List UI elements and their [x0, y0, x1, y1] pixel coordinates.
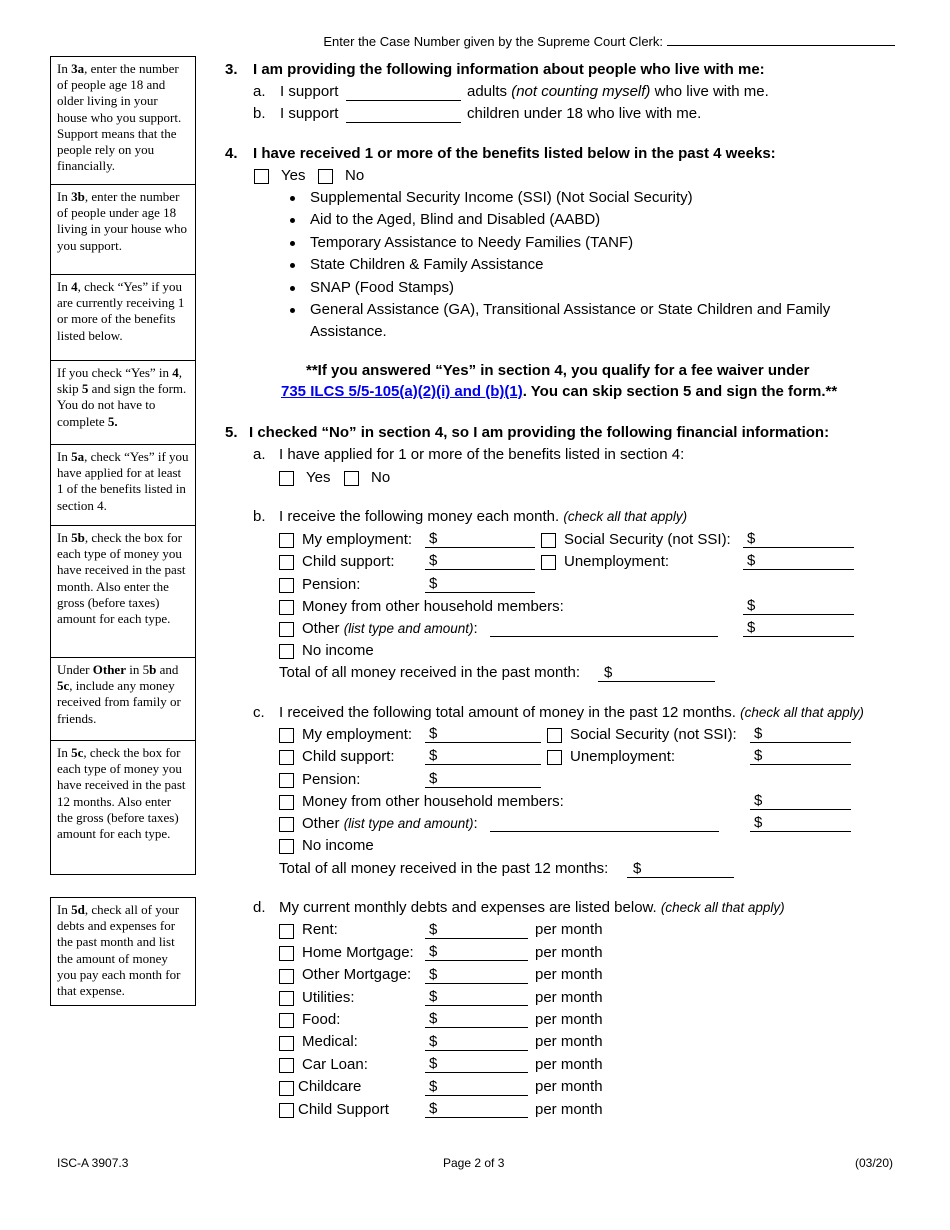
5c-household-label: Money from other household members: — [302, 793, 564, 810]
case-number-field[interactable] — [667, 33, 895, 46]
expense-checkbox[interactable] — [279, 1081, 294, 1096]
5b-total-label: Total of all money received in the past month: — [279, 664, 580, 681]
statute-link[interactable]: 735 ILCS 5/5-105(a)(2)(i) and (b)(1) — [281, 383, 523, 400]
5c-child-support-label: Child support: — [302, 748, 395, 765]
fee-waiver-note-line1: **If you answered “Yes” in section 4, you qualify for a fee waiver under — [306, 362, 810, 379]
section-5d-text: My current monthly debts and expenses are listed below. (check all that apply) — [279, 899, 785, 916]
expense-checkbox[interactable] — [279, 946, 294, 961]
section-3a-text: adults (not counting myself) who live with me. — [467, 83, 769, 100]
section-4-title: I have received 1 or more of the benefits listed below in the past 4 weeks: — [253, 145, 776, 162]
5b-other-label: Other (list type and amount): — [302, 620, 478, 637]
5c-total-label: Total of all money received in the past 12 months: — [279, 860, 609, 877]
5c-social-security-label: Social Security (not SSI): — [570, 726, 737, 743]
5b-pension-label: Pension: — [302, 576, 361, 593]
benefit-item: General Assistance (GA), Transitional Assistance or State Children and Family — [310, 301, 831, 318]
per-month-label: per month — [535, 1101, 603, 1118]
expense-amount[interactable]: $ — [425, 1011, 528, 1028]
per-month-label: per month — [535, 944, 603, 961]
5b-total-amount[interactable]: $ — [598, 665, 715, 682]
5c-no-income-label: No income — [302, 837, 374, 854]
section-4-number: 4. — [225, 145, 238, 162]
instruction-other: Under Other in 5b and 5c, include any money received from family or friends. — [51, 658, 195, 741]
form-date: (03/20) — [855, 1156, 894, 1170]
expense-checkbox[interactable] — [279, 991, 294, 1006]
5c-social-security-checkbox[interactable] — [547, 728, 562, 743]
per-month-label: per month — [535, 921, 603, 938]
instruction-5b: In 5b, check the box for each type of money you have received in the past month. Also enter the gross (before taxes) amount for each type. — [51, 526, 195, 658]
5c-pension-amount[interactable]: $ — [425, 771, 541, 788]
section-4-yes-checkbox[interactable] — [254, 169, 269, 184]
section-5-number: 5. — [225, 424, 238, 441]
5c-other-type-input[interactable] — [490, 815, 719, 832]
per-month-label: per month — [535, 989, 603, 1006]
page-number: Page 2 of 3 — [443, 1156, 505, 1170]
per-month-label: per month — [535, 966, 603, 983]
section-4-no-label: No — [345, 167, 365, 184]
5b-pension-amount[interactable]: $ — [425, 576, 535, 593]
section-5b-letter: b. — [253, 508, 266, 525]
case-number-label: Enter the Case Number given by the Supreme Court Clerk: — [323, 34, 663, 49]
section-5a-no-checkbox[interactable] — [344, 471, 359, 486]
expense-amount[interactable]: $ — [425, 944, 528, 961]
section-5c-letter: c. — [253, 704, 265, 721]
section-3a-letter: a. — [253, 83, 266, 100]
section-5d-letter: d. — [253, 899, 266, 916]
section-3-number: 3. — [225, 61, 238, 78]
per-month-label: per month — [535, 1033, 603, 1050]
5b-other-checkbox[interactable] — [279, 622, 294, 637]
per-month-label: per month — [535, 1078, 603, 1095]
5c-unemployment-checkbox[interactable] — [547, 750, 562, 765]
5c-pension-checkbox[interactable] — [279, 773, 294, 788]
bullet — [290, 263, 295, 268]
5b-social-security-amount[interactable]: $ — [743, 531, 854, 548]
expense-amount[interactable]: $ — [425, 1056, 528, 1073]
5c-household-checkbox[interactable] — [279, 795, 294, 810]
section-5b-text: I receive the following money each month. (check all that apply) — [279, 508, 688, 525]
expense-checkbox[interactable] — [279, 1036, 294, 1051]
section-5a-no-label: No — [371, 469, 391, 486]
children-count-input[interactable] — [346, 106, 461, 123]
5b-other-amount[interactable]: $ — [743, 620, 854, 637]
5b-household-amount[interactable]: $ — [743, 598, 854, 615]
benefit-item: Supplemental Security Income (SSI) (Not Social Security) — [310, 189, 693, 206]
expense-label: Home Mortgage: — [302, 944, 414, 961]
5b-no-income-label: No income — [302, 642, 374, 659]
5c-social-security-amount[interactable]: $ — [750, 726, 851, 743]
fee-waiver-note-line2: 735 ILCS 5/5-105(a)(2)(i) and (b)(1). You can skip section 5 and sign the form.** — [281, 383, 838, 400]
section-4-no-checkbox[interactable] — [318, 169, 333, 184]
bullet — [290, 286, 295, 291]
5c-child-support-checkbox[interactable] — [279, 750, 294, 765]
bullet — [290, 308, 295, 313]
5b-unemployment-amount[interactable]: $ — [743, 553, 854, 570]
5b-household-checkbox[interactable] — [279, 600, 294, 615]
section-3-title: I am providing the following information about people who live with me: — [253, 61, 765, 78]
5b-child-support-amount[interactable]: $ — [425, 553, 535, 570]
expense-amount[interactable]: $ — [425, 967, 528, 984]
instruction-4-skip: If you check “Yes” in 4, skip 5 and sign the form. You do not have to complete 5. — [51, 361, 195, 445]
instruction-5c: In 5c, check the box for each type of money you have received in the past 12 months. Also enter the gross (before taxes) amount for each type. — [51, 741, 195, 875]
benefit-item: Temporary Assistance to Needy Families (TANF) — [310, 234, 634, 251]
5c-child-support-amount[interactable]: $ — [425, 748, 541, 765]
section-3a-pre: I support — [280, 83, 339, 100]
bullet — [290, 196, 295, 201]
5c-unemployment-label: Unemployment: — [570, 748, 676, 765]
5b-employment-label: My employment: — [302, 531, 413, 548]
instruction-3b: In 3b, enter the number of people under age 18 living in your house who you support. — [51, 185, 195, 275]
expense-label: Childcare — [298, 1078, 362, 1095]
expense-amount[interactable]: $ — [425, 1101, 528, 1118]
expense-checkbox[interactable] — [279, 1013, 294, 1028]
bullet — [290, 218, 295, 223]
expense-checkbox[interactable] — [279, 969, 294, 984]
5b-other-type-input[interactable] — [490, 620, 718, 637]
benefit-item: State Children & Family Assistance — [310, 256, 544, 273]
5c-total-amount[interactable]: $ — [627, 861, 734, 878]
section-3b-pre: I support — [280, 105, 339, 122]
5b-social-security-checkbox[interactable] — [541, 533, 556, 548]
section-5a-letter: a. — [253, 446, 266, 463]
expense-label: Medical: — [302, 1033, 358, 1050]
section-3b-letter: b. — [253, 105, 266, 122]
5b-employment-amount[interactable]: $ — [425, 531, 535, 548]
5c-no-income-checkbox[interactable] — [279, 839, 294, 854]
5b-household-label: Money from other household members: — [302, 598, 564, 615]
expense-amount[interactable]: $ — [425, 1079, 528, 1096]
expense-label: Child Support — [298, 1101, 389, 1118]
5c-household-amount[interactable]: $ — [750, 793, 851, 810]
5c-unemployment-amount[interactable]: $ — [750, 748, 851, 765]
5b-child-support-label: Child support: — [302, 553, 395, 570]
benefit-item: Aid to the Aged, Blind and Disabled (AABD) — [310, 211, 601, 228]
expense-label: Food: — [302, 1011, 341, 1028]
expense-checkbox[interactable] — [279, 1103, 294, 1118]
expense-checkbox[interactable] — [279, 1058, 294, 1073]
bullet — [290, 241, 295, 246]
5b-social-security-label: Social Security (not SSI): — [564, 531, 731, 548]
expense-checkbox[interactable] — [279, 924, 294, 939]
5b-child-support-checkbox[interactable] — [279, 555, 294, 570]
section-5a-text: I have applied for 1 or more of the benefits listed in section 4: — [279, 446, 685, 463]
5b-pension-checkbox[interactable] — [279, 578, 294, 593]
5c-pension-label: Pension: — [302, 771, 361, 788]
adults-count-input[interactable] — [346, 84, 461, 101]
expense-label: Utilities: — [302, 989, 355, 1006]
instruction-sidebar — [50, 56, 196, 875]
section-5c-text: I received the following total amount of money in the past 12 months. (check all that apply) — [279, 704, 864, 721]
expense-label: Other Mortgage: — [302, 966, 412, 983]
5b-no-income-checkbox[interactable] — [279, 644, 294, 659]
5c-other-checkbox[interactable] — [279, 817, 294, 832]
expense-amount[interactable]: $ — [425, 989, 528, 1006]
section-5a-yes-checkbox[interactable] — [279, 471, 294, 486]
section-3b-text: children under 18 who live with me. — [467, 105, 702, 122]
5b-unemployment-label: Unemployment: — [564, 553, 670, 570]
5c-other-label: Other (list type and amount): — [302, 815, 478, 832]
instruction-5a: In 5a, check “Yes” if you have applied for at least 1 of the benefits listed in section 4. — [51, 445, 195, 526]
5b-unemployment-checkbox[interactable] — [541, 555, 556, 570]
expense-amount[interactable]: $ — [425, 1034, 528, 1051]
instruction-4: In 4, check “Yes” if you are currently receiving 1 or more of the benefits listed below. — [51, 275, 195, 361]
case-number-header — [0, 33, 895, 49]
expense-amount[interactable]: $ — [425, 922, 528, 939]
instruction-5d: In 5d, check all of your debts and expenses for the past month and list the amount of money you pay each month for that expense. — [50, 897, 196, 1006]
5c-other-amount[interactable]: $ — [750, 815, 851, 832]
5c-employment-checkbox[interactable] — [279, 728, 294, 743]
section-4-yes-label: Yes — [281, 167, 306, 184]
section-5a-yes-label: Yes — [306, 469, 331, 486]
5c-employment-amount[interactable]: $ — [425, 726, 541, 743]
section-5-title: I checked “No” in section 4, so I am providing the following financial information: — [249, 424, 830, 441]
5b-employment-checkbox[interactable] — [279, 533, 294, 548]
expense-label: Car Loan: — [302, 1056, 368, 1073]
per-month-label: per month — [535, 1056, 603, 1073]
expense-label: Rent: — [302, 921, 338, 938]
benefit-item: SNAP (Food Stamps) — [310, 279, 454, 296]
5c-employment-label: My employment: — [302, 726, 413, 743]
benefit-item-continued: Assistance. — [310, 323, 387, 340]
form-id: ISC-A 3907.3 — [57, 1156, 129, 1170]
instruction-3a: In 3a, enter the number of people age 18 and older living in your house who you support. Support means that the people rely on you financially. — [51, 57, 195, 185]
per-month-label: per month — [535, 1011, 603, 1028]
